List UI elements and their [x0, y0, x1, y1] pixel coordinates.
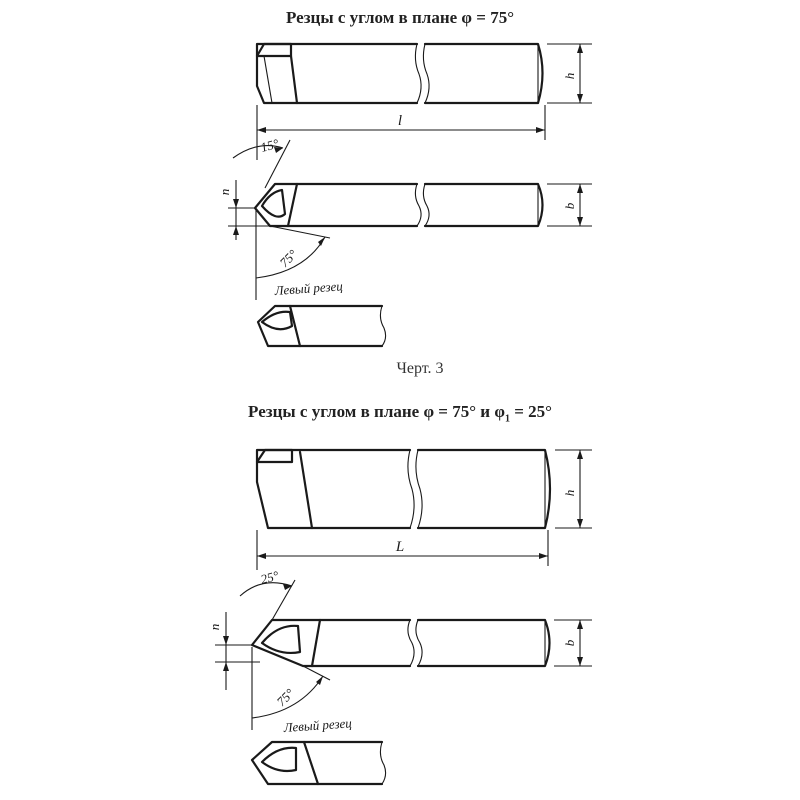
fig2-label-h: h — [562, 489, 577, 497]
fig1-b-arrow-top — [577, 184, 583, 193]
fig1-plan-body-right — [425, 184, 543, 226]
fig2-label-75: 75° — [273, 685, 297, 710]
fig2-label-l: L — [395, 539, 405, 555]
fig1-75-arrow — [318, 237, 325, 246]
fig2-side-break-right — [416, 450, 422, 528]
fig2-b-arrow-bottom — [577, 657, 583, 666]
fig1-side-break-right — [423, 44, 429, 103]
fig2-side-view — [257, 450, 592, 570]
fig1-side-insert — [257, 44, 291, 56]
fig1-h-arrow-bottom — [577, 94, 583, 103]
fig1-h-arrow-top — [577, 44, 583, 53]
fig2-plan-edge — [312, 620, 320, 666]
fig2-left-insert — [262, 748, 296, 771]
fig1-label-75: 75° — [276, 246, 300, 271]
fig2-plan-body-left — [252, 620, 410, 666]
fig2-side-insert — [257, 450, 292, 462]
fig2-left-edge — [304, 742, 318, 784]
fig1-label-n: n — [217, 188, 232, 196]
fig2-plan-body-right — [418, 620, 550, 666]
fig2-label-b: b — [562, 639, 577, 647]
fig1-left-cutter — [258, 306, 386, 346]
fig2-l-arrow-right — [539, 553, 548, 559]
fig1-side-break-left — [415, 44, 421, 103]
fig1-side-edge — [291, 56, 297, 103]
fig1-n-arrow-top — [233, 199, 239, 208]
fig1-left-cutter-label: Левый резец — [274, 278, 344, 298]
fig2-left-break — [380, 742, 385, 784]
fig2-h-arrow-top — [577, 450, 583, 459]
fig1-n-arrow-bottom — [233, 226, 239, 235]
fig2-plan-view — [207, 568, 592, 735]
fig2-side-body-right — [418, 450, 550, 528]
fig2-n-arrow-top — [223, 636, 229, 645]
fig2-plan-insert — [262, 626, 300, 653]
fig2-label-25: 25° — [258, 567, 281, 587]
fig1-side-body-right — [425, 44, 543, 103]
figure-caption: Черт. 3 — [396, 360, 444, 377]
fig2-left-cutter — [252, 742, 386, 784]
fig1-plan-edge — [288, 184, 297, 226]
fig1-side-edge-inner — [264, 56, 272, 103]
figure1-title: Резцы с углом в плане φ = 75° — [286, 8, 514, 27]
fig1-label-15: 15° — [258, 135, 281, 155]
fig1-plan-break-right — [423, 184, 429, 226]
fig2-left-cutter-label: Левый резец — [283, 715, 353, 735]
fig1-label-h: h — [562, 72, 577, 80]
fig1-left-break — [380, 306, 385, 346]
fig2-h-arrow-bottom — [577, 519, 583, 528]
fig2-side-edge — [300, 452, 312, 528]
fig1-label-b: b — [562, 202, 577, 210]
fig1-side-body-left — [257, 44, 417, 103]
fig1-left-body — [258, 306, 382, 346]
fig2-75-ext-line — [303, 666, 330, 680]
fig1-75-ext-line — [270, 226, 330, 238]
fig2-plan-break-left — [408, 620, 414, 666]
fig1-plan-break-left — [415, 184, 421, 226]
fig2-side-break-left — [408, 450, 414, 528]
fig1-l-arrow-left — [257, 127, 266, 133]
fig2-n-arrow-bottom — [223, 662, 229, 671]
figure2-title-part2: = 25° — [509, 402, 552, 421]
fig1-plan-view — [217, 136, 592, 300]
fig1-label-l: l — [397, 113, 403, 129]
figure2-title-part1: Резцы с углом в плане φ = 75° и φ — [248, 402, 505, 421]
fig1-b-arrow-bottom — [577, 217, 583, 226]
fig2-b-arrow-top — [577, 620, 583, 629]
figure2-title-subscript: 1 — [504, 413, 510, 425]
fig1-l-arrow-right — [536, 127, 545, 133]
fig2-l-arrow-left — [257, 553, 266, 559]
fig1-side-view — [257, 44, 592, 160]
fig2-label-n: n — [207, 623, 222, 631]
fig2-plan-break-right — [416, 620, 422, 666]
